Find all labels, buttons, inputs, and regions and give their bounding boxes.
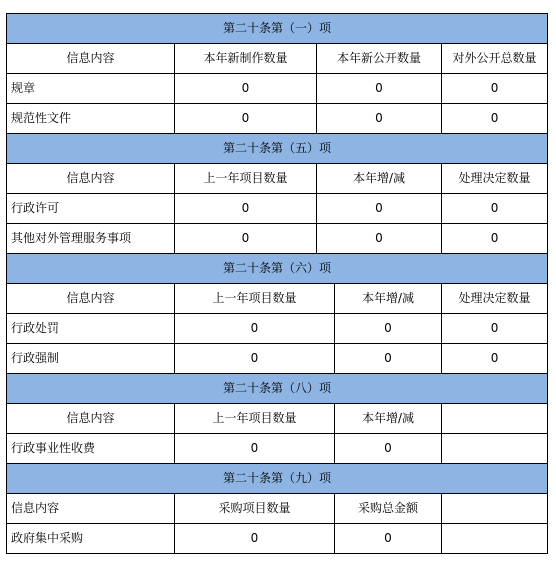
header-cell: 信息内容 (7, 404, 175, 434)
value-cell: 0 (442, 74, 548, 104)
section-title-row (7, 254, 548, 284)
row-label: 规范性文件 (7, 104, 175, 134)
value-cell: 0 (335, 314, 442, 344)
header-cell: 本年增/减 (335, 404, 442, 434)
section-title: 第二十条第（五）项 (7, 134, 548, 164)
value-cell: 0 (175, 224, 317, 254)
header-row (7, 494, 548, 524)
header-cell: 处理决定数量 (442, 164, 548, 194)
header-cell: 信息内容 (7, 44, 175, 74)
header-cell: 信息内容 (7, 494, 175, 524)
value-cell: 0 (442, 104, 548, 134)
header-cell: 对外公开总数量 (442, 44, 548, 74)
section-20-6 (6, 253, 547, 374)
value-cell: 0 (317, 224, 442, 254)
section-title: 第二十条第（九）项 (7, 464, 548, 494)
value-cell: 0 (175, 194, 317, 224)
value-cell: 0 (317, 104, 442, 134)
header-cell: 处理决定数量 (442, 284, 548, 314)
empty-cell (442, 524, 548, 554)
header-cell: 信息内容 (7, 164, 175, 194)
value-cell: 0 (442, 194, 548, 224)
table-row (7, 344, 548, 374)
section-title-row (7, 464, 548, 494)
empty-cell (442, 494, 548, 524)
section-title-row (7, 374, 548, 404)
section-title: 第二十条第（八）项 (7, 374, 548, 404)
header-row (7, 284, 548, 314)
table-row (7, 524, 548, 554)
header-cell: 本年增/减 (317, 164, 442, 194)
value-cell: 0 (175, 344, 335, 374)
header-cell: 本年增/减 (335, 284, 442, 314)
empty-cell (442, 434, 548, 464)
section-20-8 (6, 373, 547, 464)
row-label: 行政强制 (7, 344, 175, 374)
section-title: 第二十条第（一）项 (7, 14, 548, 44)
empty-cell (442, 404, 548, 434)
table-section-20-5 (6, 133, 548, 254)
table-row (7, 434, 548, 464)
row-label: 行政处罚 (7, 314, 175, 344)
row-label: 规章 (7, 74, 175, 104)
table-row (7, 314, 548, 344)
section-title-row (7, 134, 548, 164)
value-cell: 0 (442, 314, 548, 344)
table-section-20-1 (6, 13, 548, 134)
header-cell: 上一年项目数量 (175, 164, 317, 194)
value-cell: 0 (317, 194, 442, 224)
header-row (7, 164, 548, 194)
value-cell: 0 (175, 104, 317, 134)
value-cell: 0 (175, 434, 335, 464)
header-cell: 采购总金额 (335, 494, 442, 524)
value-cell: 0 (335, 434, 442, 464)
header-cell: 上一年项目数量 (175, 284, 335, 314)
value-cell: 0 (175, 524, 335, 554)
table-row (7, 194, 548, 224)
value-cell: 0 (335, 524, 442, 554)
table-row (7, 224, 548, 254)
row-label: 行政事业性收费 (7, 434, 175, 464)
value-cell: 0 (442, 344, 548, 374)
header-cell: 本年新公开数量 (317, 44, 442, 74)
value-cell: 0 (442, 224, 548, 254)
section-title: 第二十条第（六）项 (7, 254, 548, 284)
section-20-5 (6, 133, 547, 254)
value-cell: 0 (175, 74, 317, 104)
section-title-row (7, 14, 548, 44)
header-cell: 采购项目数量 (175, 494, 335, 524)
section-20-1 (6, 13, 547, 134)
value-cell: 0 (175, 314, 335, 344)
header-row (7, 404, 548, 434)
header-cell: 上一年项目数量 (175, 404, 335, 434)
row-label: 政府集中采购 (7, 524, 175, 554)
value-cell: 0 (317, 74, 442, 104)
table-row (7, 104, 548, 134)
table-section-20-8 (6, 373, 548, 464)
section-20-9 (6, 463, 547, 554)
table-section-20-6 (6, 253, 548, 374)
value-cell: 0 (335, 344, 442, 374)
table-row (7, 74, 548, 104)
table-section-20-9 (6, 463, 548, 554)
header-cell: 本年新制作数量 (175, 44, 317, 74)
header-cell: 信息内容 (7, 284, 175, 314)
row-label: 行政许可 (7, 194, 175, 224)
header-row (7, 44, 548, 74)
row-label: 其他对外管理服务事项 (7, 224, 175, 254)
